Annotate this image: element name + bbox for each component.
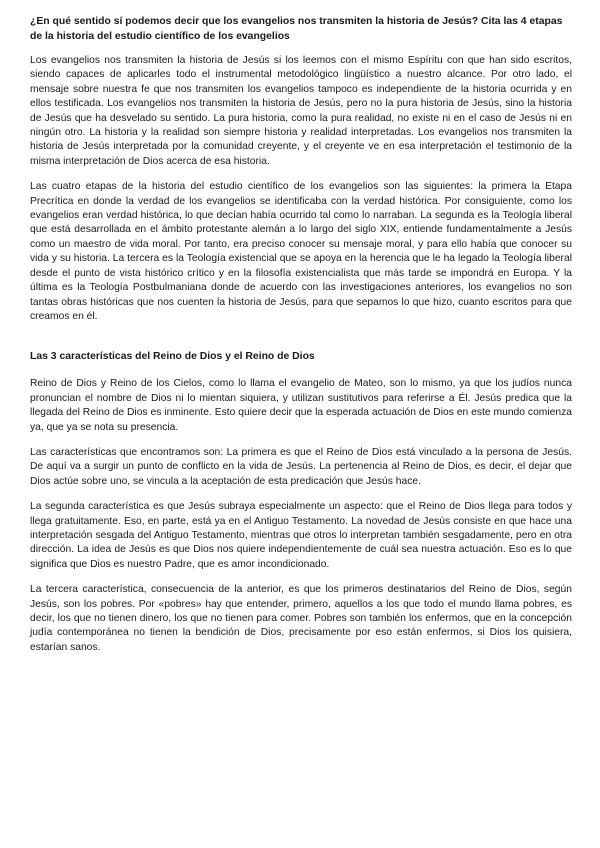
section-heading: Las 3 características del Reino de Dios y el Reino de Dios (30, 351, 315, 363)
paragraph: La segunda característica es que Jesús subraya especialmente un aspecto: que el Reino de Dios llega para todos y llega gratuitamente. Eso, en parte, está ya en el Antiguo Testamento. La novedad de Jesús consiste en que hace una interpretación sesgada del Antiguo Testamento, mientras que otros lo interpretan también sesgadamente, pero en otra dirección. La idea de Jesús es que Dios nos quiere independientemente de cuál sea nuestra actuación. Eso es lo que significa que Dios es nuestro Padre, que es amor incondicionado. (30, 501, 572, 570)
section-evangelios (30, 14, 572, 324)
section-heading: ¿En qué sentido sí podemos decir que los evangelios nos transmiten la historia de Jesús? Cita las 4 etapas de la historia del estudio científico de los evangelios (30, 16, 563, 42)
paragraph: Reino de Dios y Reino de los Cielos, como lo llama el evangelio de Mateo, son lo mismo, ya que los judíos nunca pronuncian el nombre de Dios ni lo mientan siquiera, y utilizan sustitutivos para referirse a Él. Jesús predica que la llegada del Reino de Dios es inminente. Esto quiere decir que la esperada actuación de Dios en este mundo comienza ya, que ya se nota su presencia. (30, 378, 572, 433)
paragraph: Las características que encontramos son: La primera es que el Reino de Dios está vinculado a la persona de Jesús. De aquí va a surgir un punto de conflicto en la vida de Jesús. La pertenencia al Reino de Dios, es decir, el dejar que Dios actúe sobre uno, se vincula a la aceptación de esta predicación que Jesús hace. (30, 446, 572, 487)
paragraph: La tercera característica, consecuencia de la anterior, es que los primeros destinatarios del Reino de Dios, según Jesús, son los pobres. Por «pobres» hay que entender, primero, aquellos a los que todo el mundo llama pobres, es decir, los que no tienen dinero, los que no tienen para comer. Pobres son también los enfermos, que en la concepción judía contemporánea no tienen la bendición de Dios, precisamente por eso están enfermos, si Dios los quisiera, estarían sanos. (30, 584, 572, 653)
paragraph: Los evangelios nos transmiten la historia de Jesús si los leemos con el mismo Espíritu con que han sido escritos, siendo capaces de aplicarles todo el instrumental metodológico lingüístico a nuestro alcance. Por otro lado, el mensaje sobre nuestra fe que nos transmiten los evangelios tampoco es independiente de la historia ocurrida y en ellos testificada. Los evangelios nos transmiten la historia de Jesús, pero no la pura historia de Jesús, sino la historia de Jesús que ha desvelado su sentido. La pura historia, como la pura realidad, no existe ni en el caso de Jesús ni en ningún otro. La historia y la realidad son siempre historia y realidad interpretadas. Los evangelios nos transmiten la historia de Jesús interpretada por la comunidad creyente, y el creyente ve en esa interpretación el testimonio de la misma interpretación de Dios acerca de esa historia. (30, 55, 572, 167)
section-reino-de-dios (30, 349, 572, 655)
paragraph: Las cuatro etapas de la historia del estudio científico de los evangelios son las siguientes: la primera la Etapa Precrítica en donde la verdad de los evangelios se identificaba con la verdad histórica. Por consiguiente, como los evangelios eran verdad histórica, lo que decían había ocurrido tal como lo narraban. La segunda es la Teología liberal que está desarrollada en el ámbito protestante alemán a lo largo del siglo XIX, entiende fundamentalmente a Jesús como un maestro de vida moral. Por tanto, era preciso conocer su mensaje moral, y para ello había que conocer su vida y su historia. La tercera es la Teología existencial que se apoya en la herencia que le ha legado la Teología liberal desde el punto de vista histórico crítico y en la filosofía existencialista que más tarde se impondrá en Europa. Y la última es la Teología Postbulmaniana donde de acuerdo con las investigaciones anteriores, los evangelios no son tantas obras históricas que nos cuenten la historia de Jesús, para que sepamos lo que hizo, cuanto escritos para que creamos en él. (30, 181, 572, 322)
document-page (30, 14, 572, 666)
